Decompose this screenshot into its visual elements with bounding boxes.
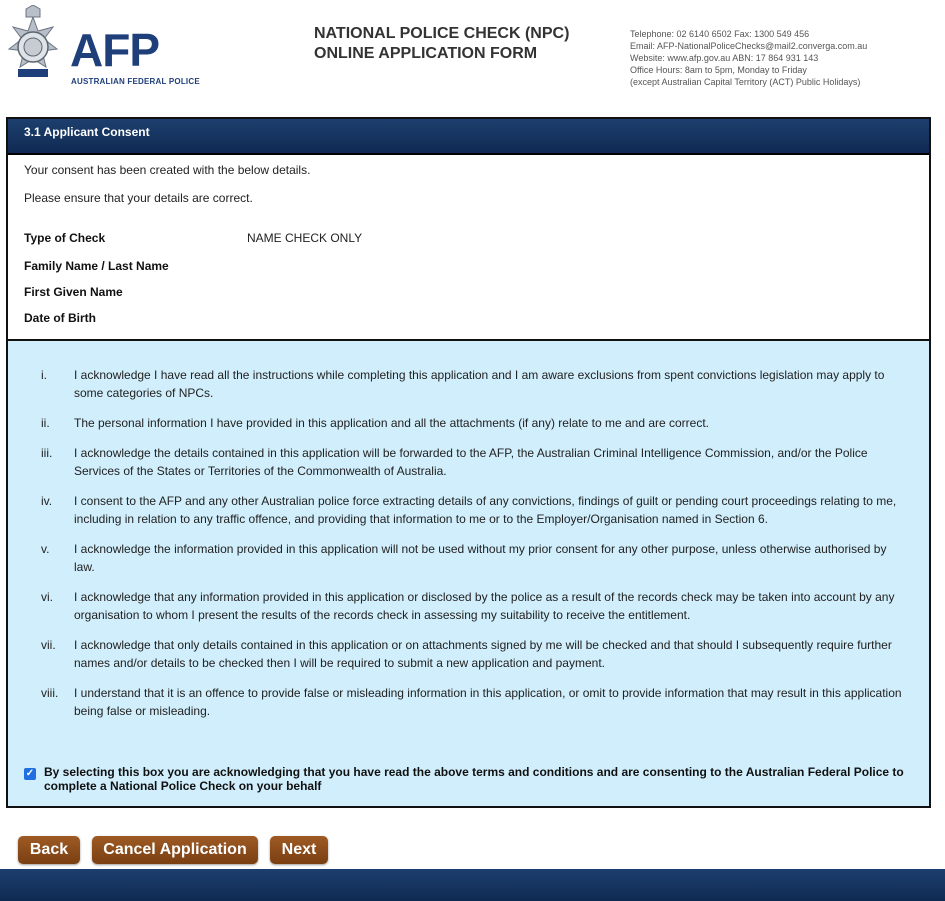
page-header bbox=[0, 0, 945, 110]
detail-label-type: Type of Check bbox=[24, 231, 106, 245]
term-number: ii. bbox=[41, 416, 50, 430]
contact-hours: Office Hours: 8am to 5pm, Monday to Friday bbox=[630, 65, 807, 75]
afp-logo bbox=[2, 5, 200, 87]
consent-text: By selecting this box you are acknowledging that you have read the above terms and conditions and are consenting to the Australian Federal Police to complete a National Police Check on your behalf bbox=[44, 765, 904, 793]
details-section bbox=[8, 155, 929, 341]
intro-text-2: Please ensure that your details are correct. bbox=[24, 191, 253, 205]
contact-email: Email: AFP-NationalPoliceChecks@mail2.converga.com.au bbox=[630, 41, 868, 51]
footer-bar bbox=[0, 869, 945, 901]
form-title-line2: ONLINE APPLICATION FORM bbox=[314, 45, 538, 62]
term-number: v. bbox=[41, 542, 50, 556]
term-text: I acknowledge I have read all the instructions while completing this application and I am aware exclusions from spent convictions legislation may apply to some categories of NPCs. bbox=[74, 368, 885, 400]
detail-value-type: NAME CHECK ONLY bbox=[247, 231, 363, 245]
detail-label-dob: Date of Birth bbox=[24, 311, 96, 325]
consent-checkbox[interactable]: ✓ bbox=[25, 768, 35, 779]
contact-info bbox=[630, 28, 867, 88]
detail-label-given-name: First Given Name bbox=[24, 285, 123, 299]
terms-section bbox=[8, 341, 929, 806]
logo-text: AFP bbox=[70, 24, 159, 76]
next-button[interactable]: Next bbox=[270, 836, 328, 864]
term-text: I acknowledge that only details contained in this application or on attachments signed by me will be checked and that should I subsequently require further names and/or details to be checked then I will be required to submit a new application and payment. bbox=[74, 638, 892, 670]
contact-holidays: (except Australian Capital Territory (ACT) Public Holidays) bbox=[630, 77, 861, 87]
detail-label-family-name: Family Name / Last Name bbox=[24, 259, 169, 273]
term-number: vii. bbox=[41, 638, 56, 652]
cancel-application-button[interactable]: Cancel Application bbox=[92, 836, 258, 864]
term-number: iv. bbox=[41, 494, 53, 508]
term-text: The personal information I have provided in this application and all the attachments (if any) relate to me and are correct. bbox=[74, 416, 710, 430]
term-text: I acknowledge the information provided in this application will not be used without my prior consent for any other purpose, unless otherwise authorised by law. bbox=[74, 542, 887, 574]
back-button[interactable]: Back bbox=[18, 836, 80, 864]
term-number: viii. bbox=[41, 686, 59, 700]
term-text: I understand that it is an offence to provide false or misleading information in this application, or omit to provide information that may result in this application being false or misleading. bbox=[74, 686, 902, 718]
term-text: I consent to the AFP and any other Australian police force extracting details of any convictions, findings of guilt or pending court proceedings relating to me, including in relation to any traffic offence, and providing that information to me or to the Employer/Organisation named in Section 6. bbox=[74, 494, 897, 526]
consent-panel bbox=[6, 117, 931, 808]
police-crest-icon bbox=[2, 5, 64, 85]
term-number: i. bbox=[41, 368, 47, 382]
intro-text-1: Your consent has been created with the below details. bbox=[24, 163, 311, 177]
logo-subtext: AUSTRALIAN FEDERAL POLICE bbox=[71, 77, 200, 86]
term-number: vi. bbox=[41, 590, 53, 604]
contact-website: Website: www.afp.gov.au ABN: 17 864 931 143 bbox=[630, 53, 819, 63]
term-text: I acknowledge that any information provided in this application or disclosed by the police as a result of the records check may be taken into account by any organisation to whom I present the results of the records check in assessing my suitability to receive the entitlement. bbox=[74, 590, 895, 622]
term-text: I acknowledge the details contained in this application will be forwarded to the AFP, the Australian Criminal Intelligence Commission, and/or the Police Services of the States or Territories of the Commonwealth of Australia. bbox=[74, 446, 868, 478]
form-title bbox=[314, 24, 569, 64]
contact-phone: Telephone: 02 6140 6502 Fax: 1300 549 456 bbox=[630, 29, 810, 39]
panel-header bbox=[8, 119, 929, 155]
form-title-line1: NATIONAL POLICE CHECK (NPC) bbox=[314, 25, 570, 42]
term-number: iii. bbox=[41, 446, 53, 460]
panel-title: 3.1 Applicant Consent bbox=[24, 125, 150, 139]
